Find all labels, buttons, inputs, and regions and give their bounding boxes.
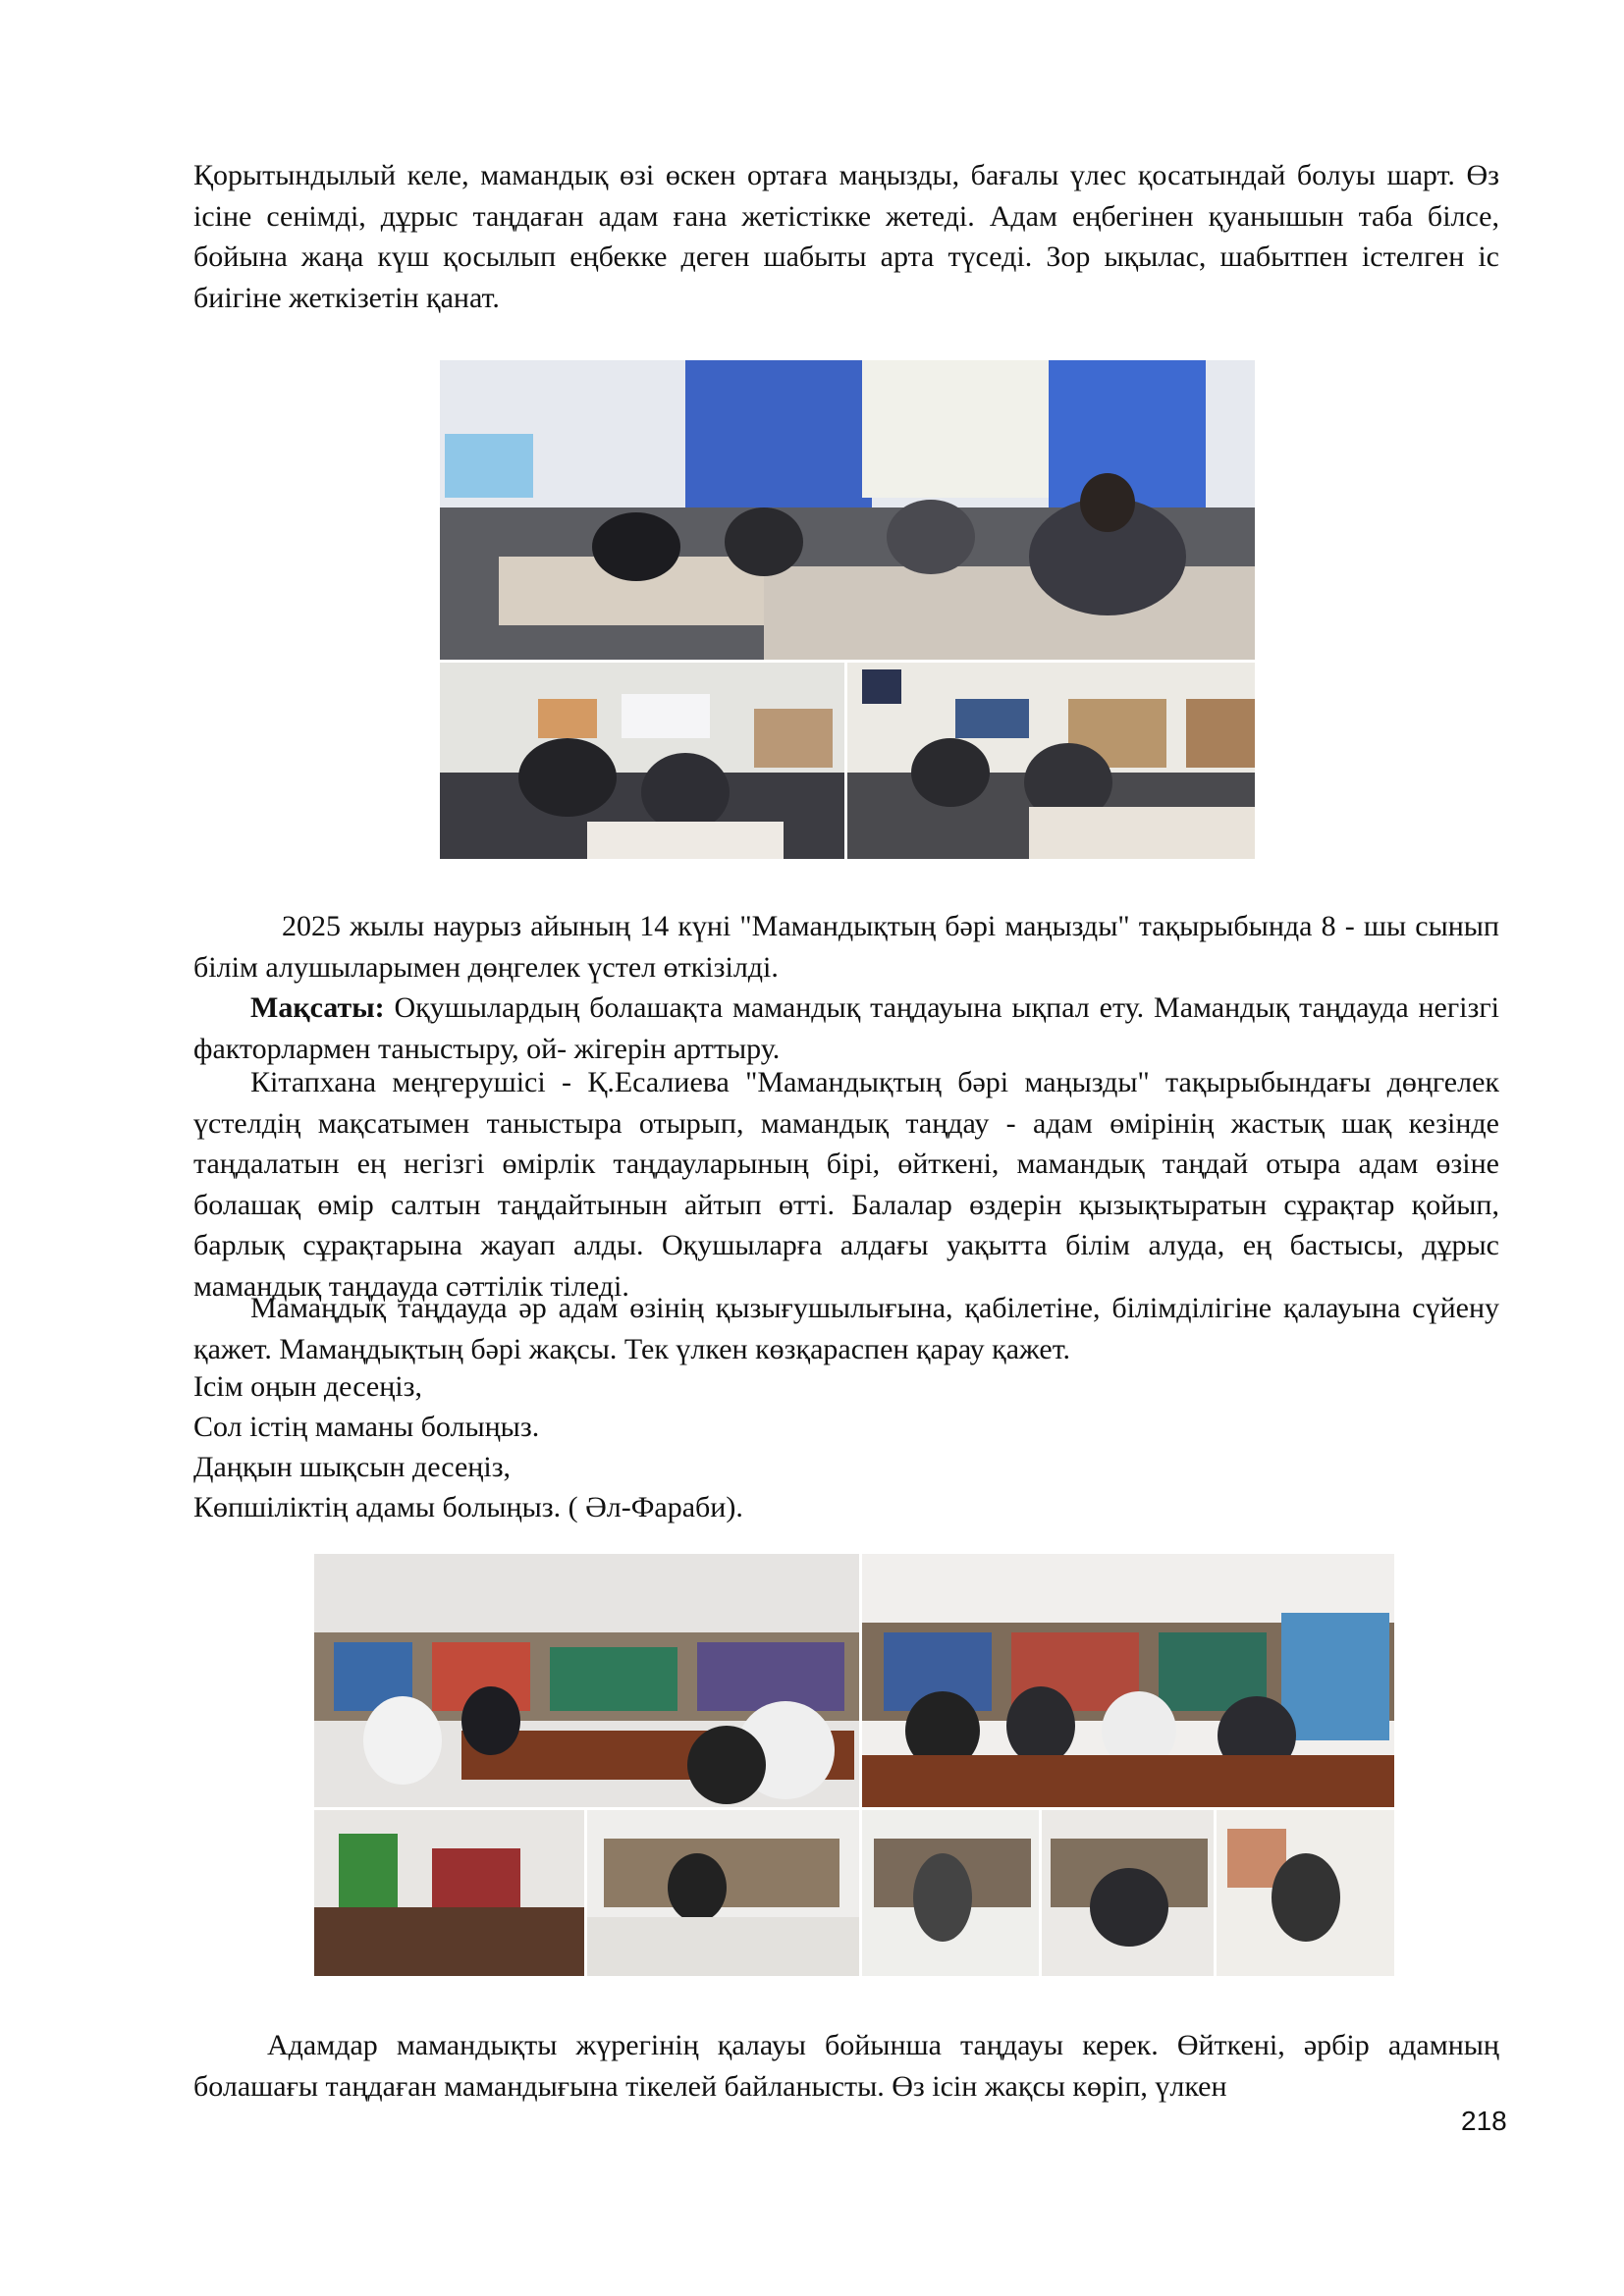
goal-label: Мақсаты: bbox=[250, 991, 385, 1024]
library-photo-collage bbox=[314, 1554, 1394, 1976]
classroom-photo-collage bbox=[440, 360, 1255, 859]
event-paragraph: 2025 жылы наурыз айының 14 күні "Мамандықтың бәрі маңызды" тақырыбында 8 - шы сынып білім алушыларымен дөңгелек үстел өткізілді. bbox=[193, 910, 1499, 984]
poem-line-3: Даңқын шықсын десеңіз, bbox=[193, 1451, 512, 1483]
poem-line-4: Көпшіліктің адамы болыңыз. ( Әл-Фараби). bbox=[193, 1491, 743, 1523]
goal-text: Оқушылардың болашақта мамандық таңдауына ықпал ету. Мамандық таңдауда негізгі факторлармен таныстыру, ой- жігерін арттыру. bbox=[193, 991, 1499, 1065]
conclusion-paragraph: Қорытындылый келе, мамандық өзі өскен ортаға маңызды, бағалы үлес қосатындай болуы шарт. Өз ісіне сенімді, дұрыс таңдаған адам ғана жетістікке жетеді. Адам еңбегінен қуанышын таба білсе, бойына жаңа күш қосылып еңбекке деген шабыты арта түседі. Зор ықылас, шабытпен істелген іс биігіне жеткізетін қанат. bbox=[193, 159, 1499, 314]
page-number: 218 bbox=[1461, 2106, 1507, 2136]
final-paragraph: Адамдар мамандықты жүрегінің қалауы бойынша таңдауы керек. Өйткені, әрбір адамның болашағы таңдаған мамандығына тікелей байланысты. Өз ісін жақсы көріп, үлкен bbox=[193, 2029, 1499, 2103]
librarian-paragraph: Кітапхана меңгерушісі - Қ.Есалиева "Мамандықтың бәрі маңызды" тақырыбындағы дөңгелек үстелдің мақсатымен таныстыра отырып, мамандық таңдау - адам өмірінің жастық шақ кезінде таңдалатын ең негізгі өмірлік таңдауларының бірі, өйткені, мамандық таңдай отыра адам өзіне болашақ өмір салтын таңдайтынын айтып өтті. Балалар өздерін қызықтыратын сұрақтар қойып, барлық сұрақтарына жауап алды. Оқушыларға алдағы уақытта білім алуда, ең бастысы, дұрыс мамандық таңдауда сәттілік тіледі. bbox=[193, 1066, 1499, 1303]
goal-paragraph bbox=[193, 988, 1499, 1069]
poem-line-1: Ісім оңын десеңіз, bbox=[193, 1370, 422, 1403]
poem-line-2: Сол істің маманы болыңыз. bbox=[193, 1411, 540, 1443]
choice-paragraph: Мамаңдық таңдауда әр адам өзінің қызығушылығына, қабілетіне, білімділігіне қалауына сүйену қажет. Мамаңдықтың бәрі жақсы. Тек үлкен көзқараспен қарау қажет. bbox=[193, 1292, 1499, 1365]
